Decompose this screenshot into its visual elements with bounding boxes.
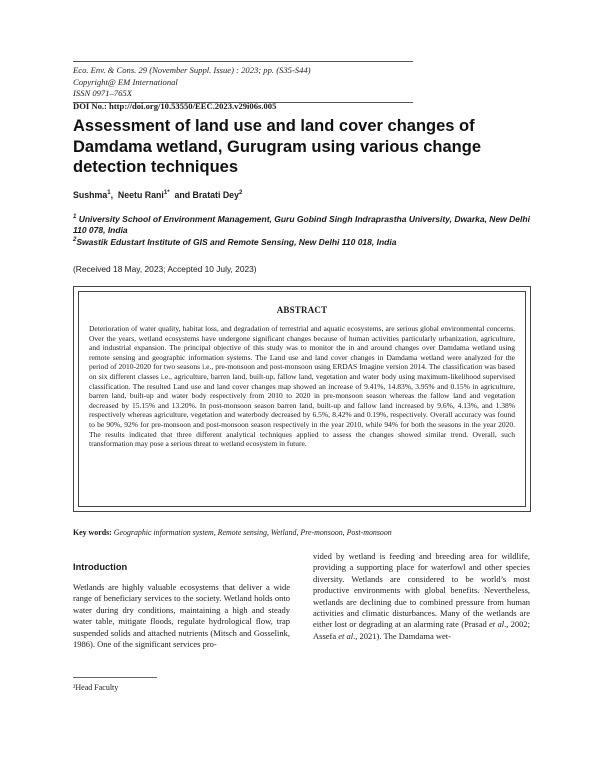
journal-copyright: Copyright@ EM International xyxy=(73,76,178,87)
intro-right-text: ., 2002; Assefa xyxy=(313,619,531,641)
author-name: and Bratati Dey xyxy=(174,190,239,200)
author-name: Sushma xyxy=(73,190,108,200)
journal-info xyxy=(73,61,413,103)
journal-issn: ISSN 0971–765X xyxy=(73,88,132,98)
intro-etal: et al xyxy=(489,619,505,630)
affiliation-2 xyxy=(73,235,543,248)
abstract-heading: ABSTRACT xyxy=(276,305,328,315)
footnote: ²Head Faculty xyxy=(73,683,119,692)
intro-right-text: vided by wetland is feeding and breeding area for wildlife, providing a supporting place for waterfowl and other species diversity. Wetlands are considered to be world’s most productive environments with global benefits. Nevertheless, wetlands are declining due to combined pressure from human activities and climatic disturbances. Many of the wetlands are either lost or degrading at an alarming rate (Prasad xyxy=(313,551,530,630)
author-name: Neetu Rani xyxy=(117,190,164,200)
keywords-text: Geographic information system, Remote sensing, Wetland, Pre-monsoon, Post-monsoon xyxy=(113,528,392,537)
abstract-box xyxy=(73,286,531,512)
intro-etal: et al xyxy=(338,630,354,641)
affiliation-sup: 1 xyxy=(73,214,77,220)
affiliation-text: University School of Environment Management, Guru Gobind Singh Indraprastha University, Dwarka, New Delhi 110 078, India xyxy=(73,213,530,235)
intro-right-text: ., 2021). The Damdama wet- xyxy=(353,630,451,641)
journal-citation: Eco. Env. & Cons. 29 (November Suppl. Issue) : 2023; pp. (S35-S44) xyxy=(73,65,311,75)
paper-title: Assessment of land use and land cover changes of Damdama wetland, Gurugram using various change detection techniques xyxy=(73,117,482,176)
abstract-inner-frame xyxy=(78,291,526,507)
affiliation-sup: 2 xyxy=(73,237,77,243)
abstract-text: Deterioration of water quality, habitat loss, and degradation of terrestrial and aquatic ecosystems, are serious global environmental concerns. Over the years, wetland ecosystems have undergone significant changes because of human activities particularly urbanization, agriculture, and industrial expansion. The principal objective of this study was to monitor the in and around changes over Damdama wetland using remote sensing and geographic information systems. The Land use and land cover changes in Damdama wetland were analyzed for the period of 2010-2020 for two seasons i.e., pre-monsoon and post-monsoon using ERDAS Imagine version 2014. The classification was based on six different classes i.e., agriculture, barren land, built-up, fallow land, vegetation and water body using maximum-likelihood supervised classification. The resulted Land use and land cover changes map showed an increase of 9.41%, 14.83%, 3.95% and 0.15% in agriculture, barren land, built-up and water body respectively from 2010 to 2020 in pre-monsoon season whereas the fallow land and vegetation decreased by 15.15% and 13.20%. In post-monsoon season barren land, built-up and fallow land increased by 9.6%, 4.13%, and 1.38% respectively whereas agriculture, vegetation and waterbody decreased by 6.5%, 8.42% and 0.19%, respectively. Overall accuracy was found to be 90%, 92% for pre-monsoon and post-monsoon season respectively in the year 2010, while 94% for both the seasons in the year 2020. The results indicated that three different analytical techniques applied to assess the changes showed similar trend. Overall, such transformation may pose a serious threat to wetland ecosystem in future. xyxy=(89,324,515,449)
received-dates: (Received 18 May, 2023; Accepted 10 July, 2023) xyxy=(73,264,257,274)
author-sup: 2 xyxy=(238,190,243,197)
doi-link[interactable]: DOI No.: http://doi.org/10.53550/EEC.2023.v29i06s.005 xyxy=(73,101,277,111)
intro-right-column xyxy=(313,551,530,642)
keywords xyxy=(73,528,533,537)
affiliation-1 xyxy=(73,212,543,236)
author-sup: 1* xyxy=(163,190,170,197)
author-sup: 1 xyxy=(107,190,111,197)
author-list: Sushma$^1$, Neetu Rani$^{1*}$ and Bratati Dey$^2$ xyxy=(73,190,243,200)
introduction-heading: Introduction xyxy=(73,562,128,572)
footnote-divider xyxy=(73,677,157,678)
affiliation-text: Swastik Edustart Institute of GIS and Remote Sensing, New Delhi 110 018, India xyxy=(76,236,397,247)
keywords-label: Key words: xyxy=(73,528,112,537)
intro-left-column: Wetlands are highly valuable ecosystems that deliver a wide range of beneficiary services to the society. Wetland holds onto water during dry conditions, maintaining a high and steady water table, mitigate floods, regulate hydrological flow, trap suspended solids and attached nutrients (Mitsch and Gosselink, 1986). One of the significant services pro- xyxy=(73,582,290,650)
